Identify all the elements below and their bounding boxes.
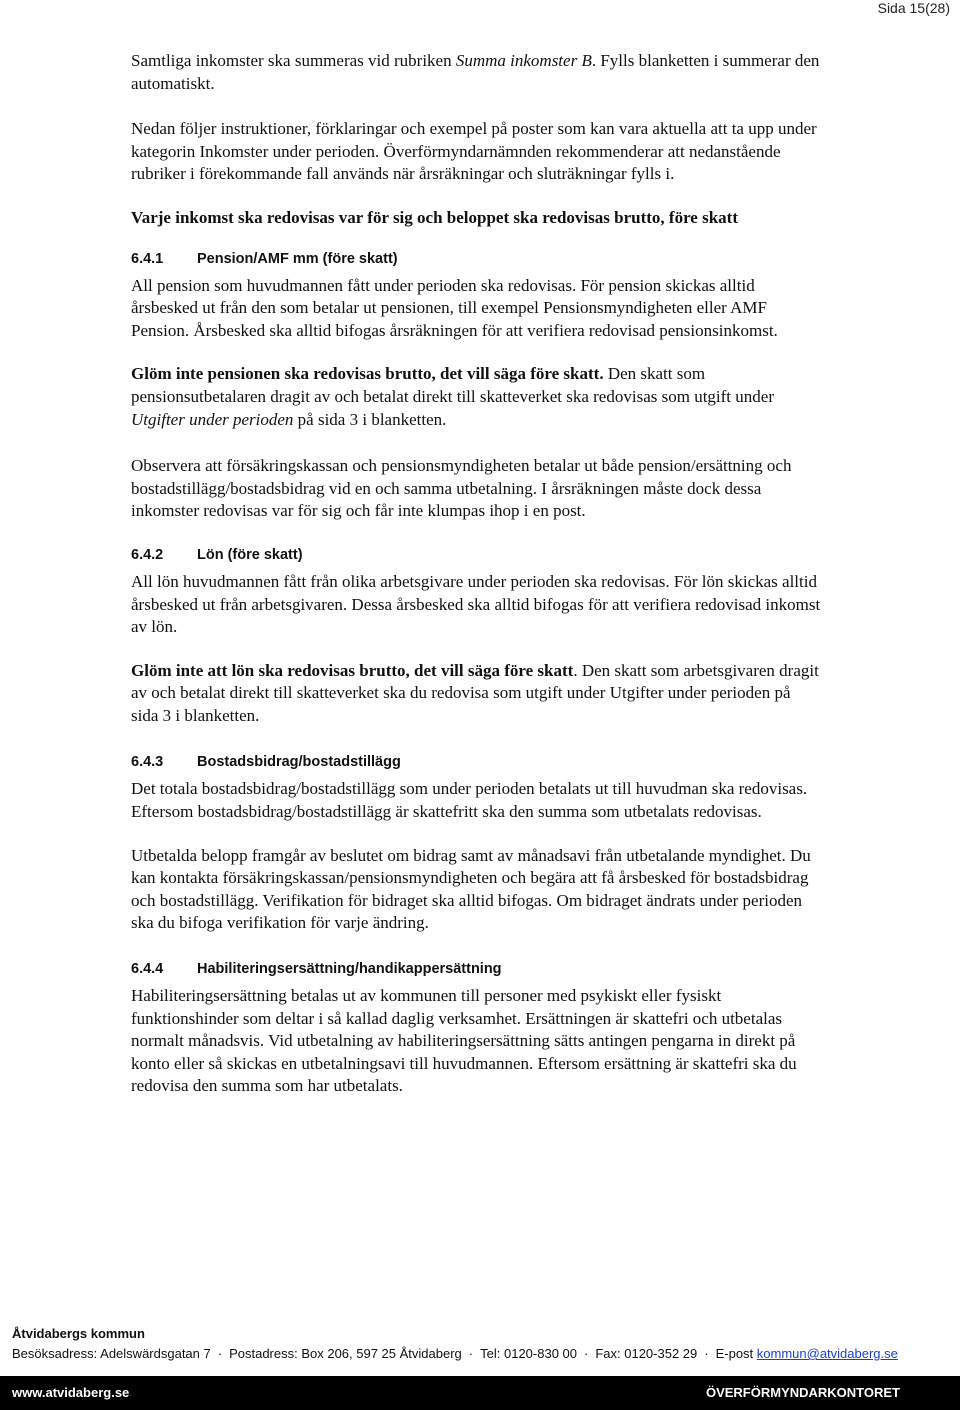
- section-heading-643: [131, 752, 821, 772]
- footer-organization: Åtvidabergs kommun: [12, 1326, 145, 1341]
- intro-paragraph-2: Nedan följer instruktioner, förklaringar och exempel på poster som kan vara aktuella att ta upp under kategorin Inkomster under perioden. Överförmyndarnämnden rekommenderar att nedanstående rubriker i förekommande fall används när årsräkningar och sluträkningar fylls i.: [131, 119, 817, 184]
- section-title: Bostadsbidrag/bostadstillägg: [197, 754, 401, 771]
- section-641-paragraph-1: All pension som huvudmannen fått under perioden ska redovisas. För pension skickas alltid årsbesked ut från den som betalar ut pensionen, till exempel Pensionsmyndigheten eller AMF Pension. Årsbesked ska alltid bifogas årsräkningen för att verifiera redovisad pensionsinkomst.: [131, 275, 778, 340]
- section-title: Habiliteringsersättning/handikappersättning: [197, 961, 502, 978]
- footer-contact-line: [12, 1346, 898, 1361]
- document-body: [131, 50, 821, 1098]
- section-641-paragraph-2: [131, 363, 821, 431]
- emphasis-text: Glöm inte pensionen ska redovisas brutto, det vill säga före skatt.: [131, 364, 604, 384]
- body-text: . Den skatt som arbetsgivaren dragit av och betalat direkt till skatteverket ska du redovisa som utgift under Utgifter under perioden på sida 3 i blanketten.: [131, 660, 819, 725]
- intro-paragraph-1: [131, 50, 821, 95]
- footer-fax: Fax: 0120-352 29: [595, 1346, 698, 1361]
- separator-dot: ·: [468, 1346, 474, 1361]
- italic-term: Utgifter under perioden: [131, 409, 294, 429]
- section-number: 6.4.4: [131, 961, 164, 978]
- section-642-paragraph-1: All lön huvudmannen fått från olika arbetsgivare under perioden ska redovisas. För lön skickas alltid årsbesked ut från arbetsgivaren. Dessa årsbesked ska alltid bifogas för att verifiera redovisad inkomst av lön.: [131, 571, 821, 637]
- section-number: 6.4.1: [131, 250, 164, 267]
- intro-emphasis: Varje inkomst ska redovisas var för sig och beloppet ska redovisas brutto, före skatt: [131, 207, 738, 227]
- section-heading-642: [131, 545, 821, 565]
- section-number: 6.4.2: [131, 546, 164, 563]
- section-title: Pension/AMF mm (före skatt): [197, 250, 398, 267]
- footer-website[interactable]: www.atvidaberg.se: [12, 1385, 130, 1400]
- body-text: Den skatt som pensionsutbetalaren dragit av och betalat direkt till skatteverket ska redovisas som utgift under: [131, 364, 774, 406]
- section-heading-641: [131, 249, 821, 269]
- footer-department: ÖVERFÖRMYNDARKONTORET: [705, 1385, 900, 1400]
- footer-email-label: E-post: [715, 1346, 757, 1361]
- separator-dot: ·: [704, 1346, 709, 1361]
- body-text-end: på sida 3 i blanketten.: [293, 409, 447, 429]
- separator-dot: ·: [584, 1346, 589, 1361]
- section-644-paragraph-1: Habiliteringsersättning betalas ut av kommunen till personer med psykiskt eller fysiskt funktionshinder som deltar i så kallad daglig verksamhet. Ersättningen är skattefri och utbetalas normalt månadsvis. Vid utbetalning av habiliteringsersättning sätts antingen pengarna in direkt på konto eller så skickas en utbetalningsavi till huvudmannen. Eftersom ersättning är skattefri ska du redovisa den summa som har utbetalats.: [131, 986, 797, 1096]
- intro-italic-term: Summa inkomster B: [455, 51, 592, 70]
- section-title: Lön (före skatt): [197, 546, 303, 563]
- page-number: Sida 15(28): [877, 0, 950, 16]
- intro-text-end: . Fylls blanketten i summerar den automatiskt.: [131, 51, 820, 93]
- emphasis-text: Glöm inte att lön ska redovisas brutto, det vill säga före skatt: [131, 660, 574, 680]
- separator-dot: ·: [217, 1346, 223, 1361]
- footer-email-link[interactable]: kommun@atvidaberg.se: [756, 1346, 898, 1361]
- section-641-paragraph-3: Observera att försäkringskassan och pensionsmyndigheten betalar ut både pension/ersättning och bostadstillägg/bostadsbidrag vid en och samma utbetalning. I årsräkningen måste dock dessa inkomster redovisas var för sig och får inte klumpas ihop i en post.: [131, 456, 792, 521]
- section-642-paragraph-2: [131, 660, 821, 728]
- footer-bar: [0, 1376, 960, 1410]
- footer-visit-address: Besöksadress: Adelswärdsgatan 7: [12, 1346, 211, 1361]
- section-number: 6.4.3: [131, 754, 164, 771]
- section-heading-644: [131, 959, 821, 979]
- footer-phone: Tel: 0120-830 00: [480, 1346, 577, 1361]
- intro-text: Samtliga inkomster ska summeras vid rubriken: [131, 51, 456, 70]
- section-643-paragraph-2: Utbetalda belopp framgår av beslutet om bidrag samt av månadsavi från utbetalande myndighet. Du kan kontakta försäkringskassan/pensionsmyndigheten och begära att få årsbesked för bostadsbidrag och bostadstillägg. Verifikation för bidraget ska alltid bifogas. Om bidraget ändrats under perioden ska du bifoga verifikation för varje ändring.: [131, 845, 811, 933]
- footer-postal-address: Postadress: Box 206, 597 25 Åtvidaberg: [229, 1346, 462, 1361]
- section-643-paragraph-1: Det totala bostadsbidrag/bostadstillägg som under perioden betalats ut till huvudman ska redovisas. Eftersom bostadsbidrag/bostadstillägg är skattefritt ska den summa som utbetalats redovisas.: [131, 779, 808, 822]
